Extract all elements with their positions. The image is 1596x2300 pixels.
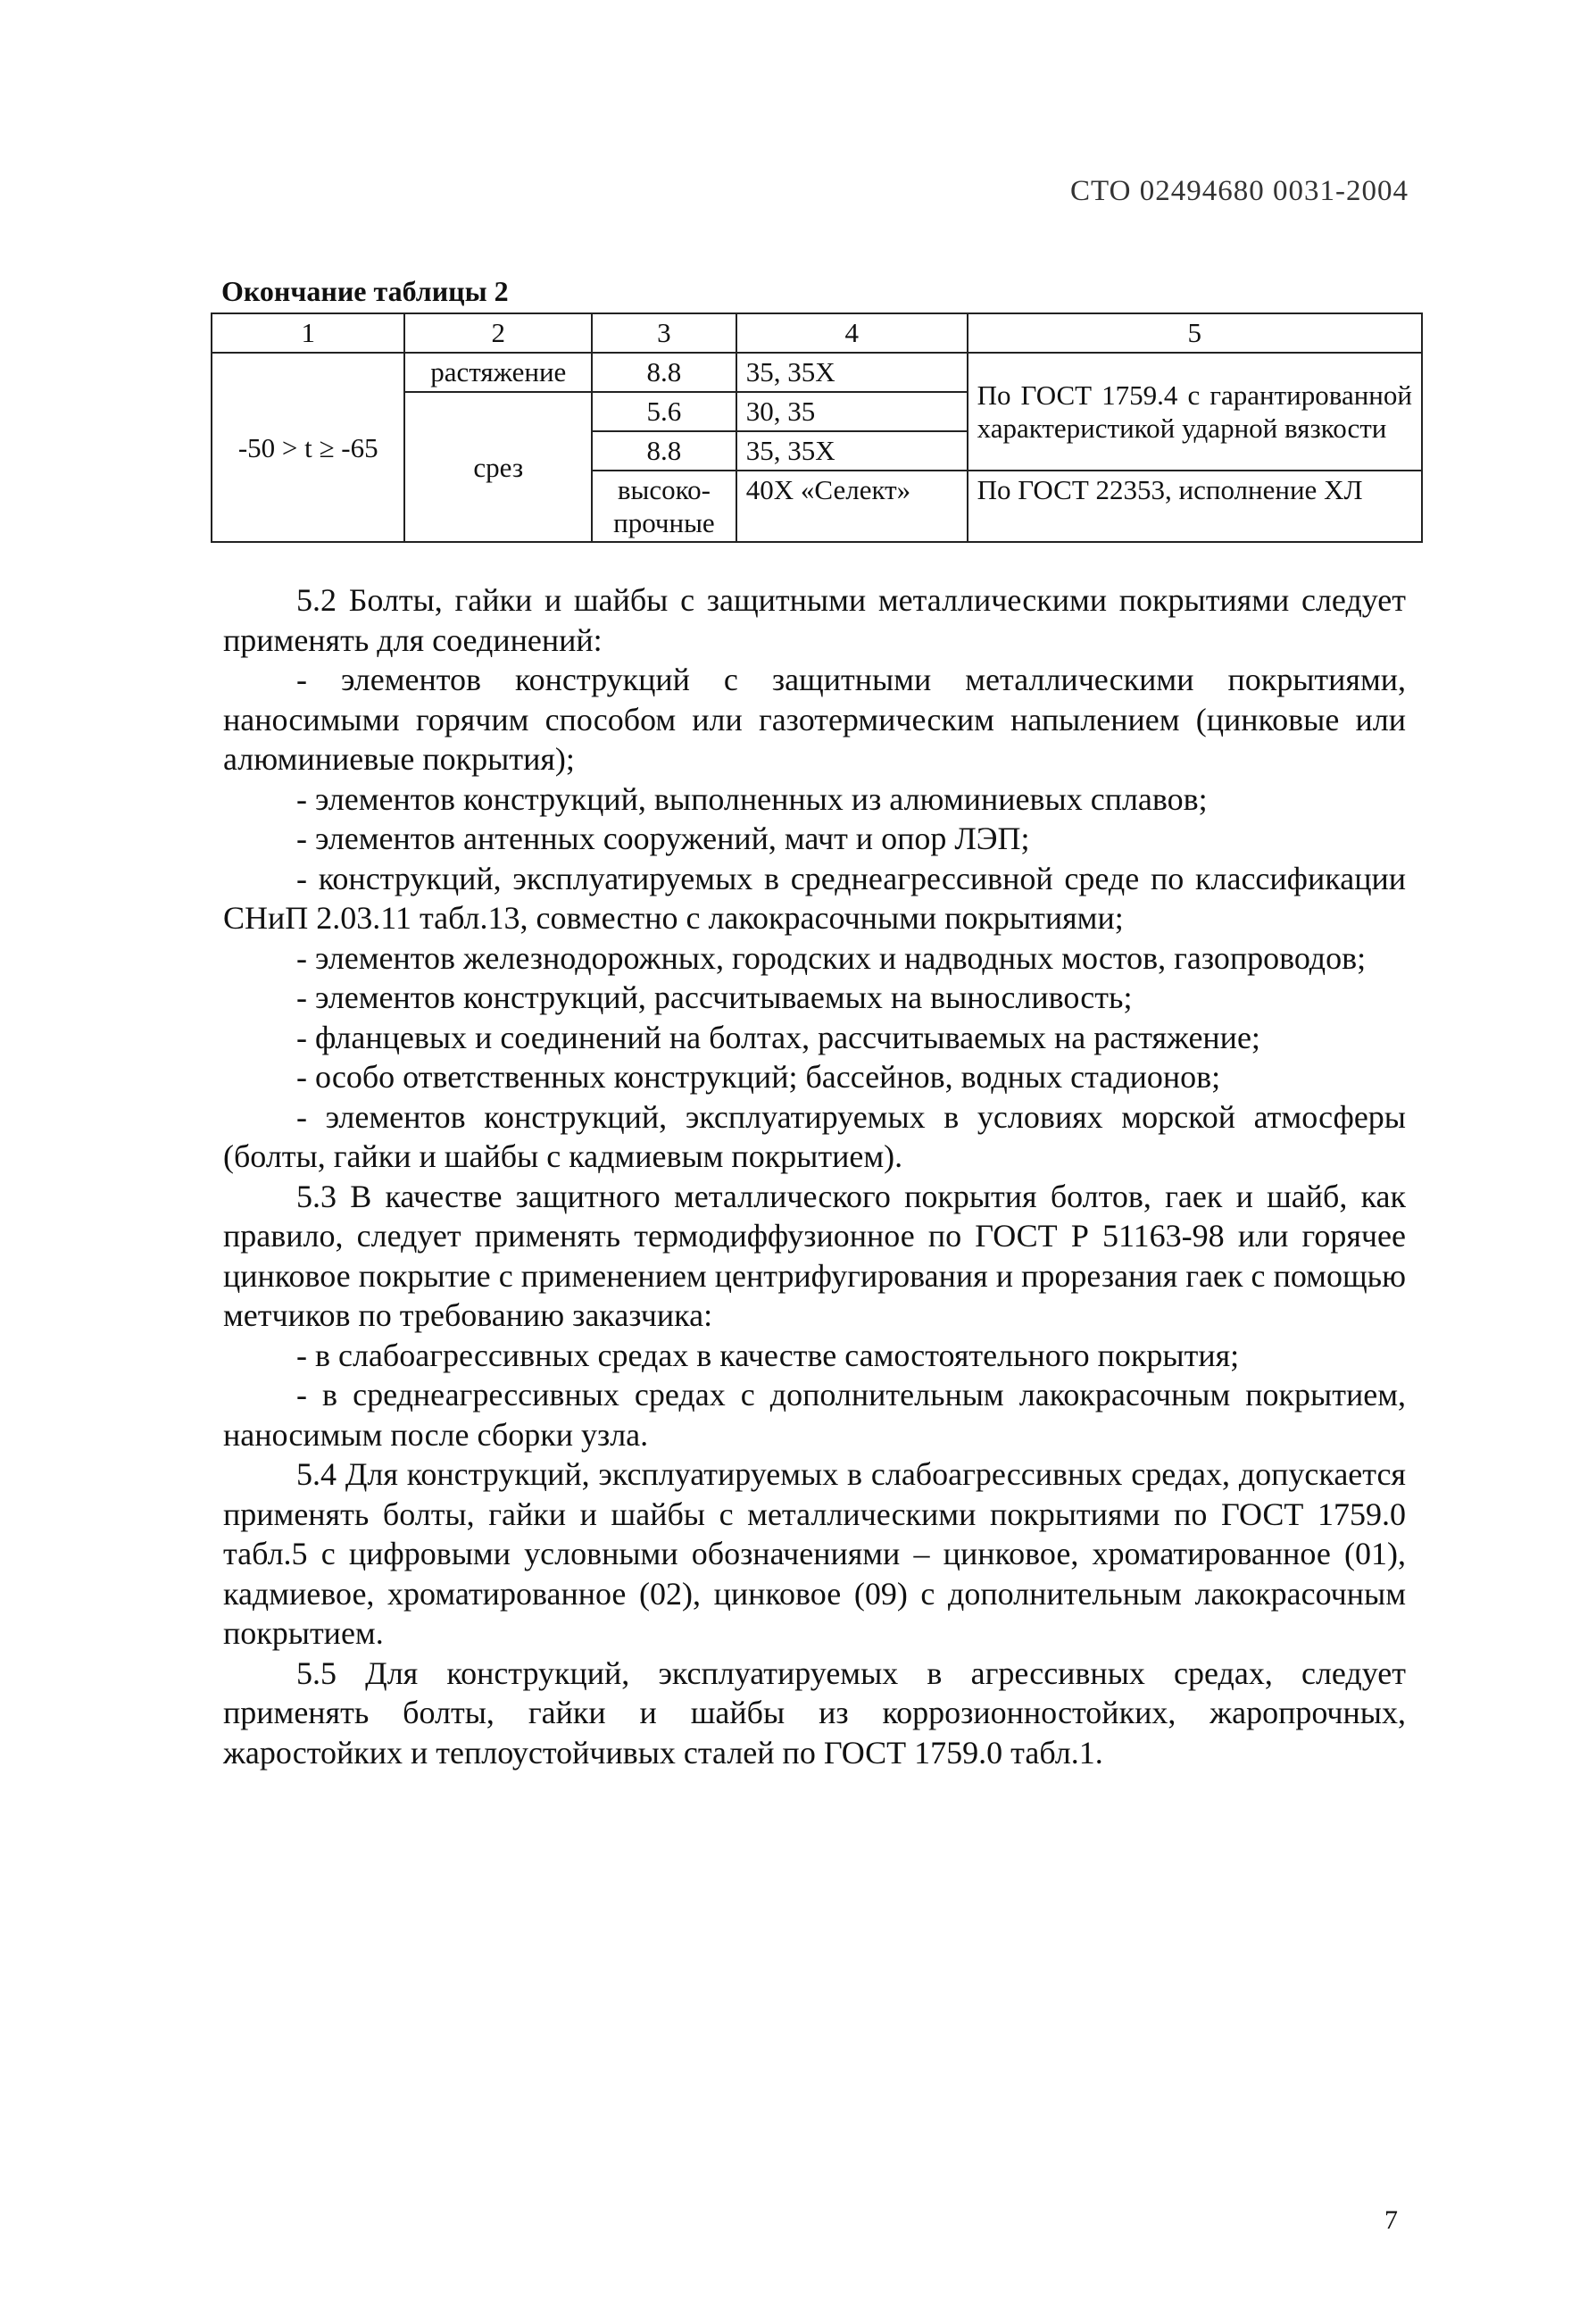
strength-class-cell: 8.8	[592, 431, 736, 471]
page-number: 7	[1384, 2205, 1398, 2235]
list-item: - элементов конструкций с защитными металлическими покрытиями, наносимыми горячим способом или газотермическим напылением (цинковые или алюминиевые покрытия);	[223, 662, 1406, 777]
standard-cell: По ГОСТ 22353, исполнение ХЛ	[968, 471, 1422, 542]
header-cell: 5	[968, 313, 1422, 353]
strength-class-cell: 8.8	[592, 353, 736, 392]
strength-class-cell: высоко-прочные	[592, 471, 736, 542]
list-item: - фланцевых и соединений на болтах, рассчитываемых на растяжение;	[296, 1019, 1260, 1055]
list-item: - элементов конструкций, выполненных из алюминиевых сплавов;	[296, 780, 1208, 817]
paragraph-5-2: 5.2 Болты, гайки и шайбы с защитными металлическими покрытиями следует применять для соединений:	[223, 582, 1406, 658]
steel-grade-cell: 40Х «Селект»	[736, 471, 968, 542]
list-item: - элементов железнодорожных, городских и надводных мостов, газопроводов;	[296, 939, 1367, 976]
header-cell: 3	[592, 313, 736, 353]
strength-class-cell: 5.6	[592, 392, 736, 431]
header-cell: 4	[736, 313, 968, 353]
table-header-row	[212, 313, 1422, 353]
standard-cell: По ГОСТ 1759.4 с гарантированной характеристикой ударной вязкости	[968, 353, 1422, 471]
specification-table	[211, 312, 1423, 543]
temperature-range-cell: -50 > t ≥ -65	[212, 353, 404, 542]
steel-grade-cell: 35, 35Х	[736, 353, 968, 392]
paragraph-5-5: 5.5 Для конструкций, эксплуатируемых в агрессивных средах, следует применять болты, гайки и шайбы из коррозионностойких, жаропрочных, жаростойких и теплоустойчивых сталей по ГОСТ 1759.0 табл.1.	[223, 1654, 1406, 1771]
list-item: - особо ответственных конструкций; бассейнов, водных стадионов;	[296, 1059, 1221, 1095]
document-code: СТО 02494680 0031-2004	[1069, 175, 1409, 207]
header-cell: 1	[212, 313, 404, 353]
table-caption: Окончание таблицы 2	[221, 275, 509, 307]
steel-grade-cell: 30, 35	[736, 392, 968, 431]
list-item: - конструкций, эксплуатируемых в среднеагрессивной среде по классификации СНиП 2.03.11 табл.13, совместно с лакокрасочными покрытиями;	[223, 860, 1406, 936]
header-cell: 2	[404, 313, 592, 353]
paragraph-5-3: 5.3 В качестве защитного металлического покрытия болтов, гаек и шайб, как правило, следует применять термодиффузионное по ГОСТ Р 51163-98 или горячее цинковое покрытие с применением центрифугирования и прорезания гаек с помощью метчиков по требованию заказчика:	[223, 1178, 1406, 1333]
steel-grade-cell: 35, 35Х	[736, 431, 968, 471]
paragraph-5-4: 5.4 Для конструкций, эксплуатируемых в слабоагрессивных средах, допускается применять болты, гайки и шайбы с металлическими покрытиями по ГОСТ 1759.0 табл.5 с цифровыми условными обозначениями – цинковое, хроматированное (01), кадмиевое, хроматированное (02), цинковое (09) с дополнительным лакокрасочным покрытием.	[223, 1456, 1406, 1651]
list-item: - элементов конструкций, рассчитываемых на выносливость;	[296, 979, 1133, 1015]
table-row	[212, 353, 1422, 392]
document-body	[223, 580, 1406, 1772]
list-item: - элементов антенных сооружений, мачт и опор ЛЭП;	[296, 821, 1030, 856]
load-type-cell: срез	[404, 392, 592, 542]
load-type-cell: растяжение	[404, 353, 592, 392]
list-item: - в среднеагрессивных средах с дополнительным лакокрасочным покрытием, наносимым после сборки узла.	[223, 1377, 1406, 1453]
list-item: - в слабоагрессивных средах в качестве самостоятельного покрытия;	[296, 1337, 1240, 1373]
list-item: - элементов конструкций, эксплуатируемых в условиях морской атмосферы (болты, гайки и шайбы с кадмиевым покрытием).	[223, 1098, 1406, 1174]
